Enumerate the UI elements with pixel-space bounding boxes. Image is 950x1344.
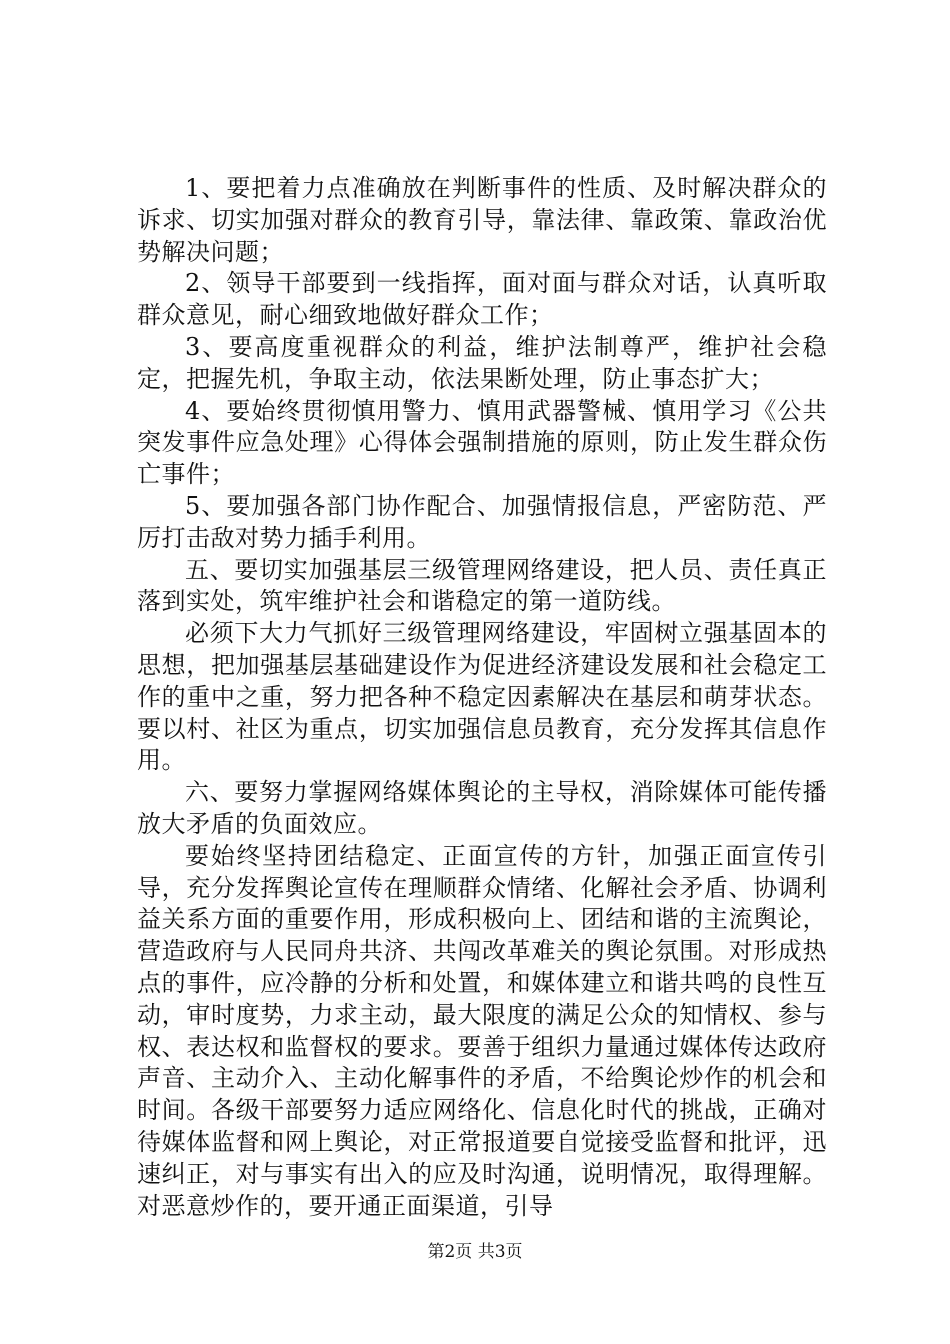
section-heading-five: 五、要切实加强基层三级管理网络建设，把人员、责任真正落到实处，筑牢维护社会和谐稳定的第一道防线。 xyxy=(137,555,827,616)
section-heading-six: 六、要努力掌握网络媒体舆论的主导权，消除媒体可能传播放大矛盾的负面效应。 xyxy=(137,778,827,838)
paragraph-item-5: 5、要加强各部门协作配合、加强情报信息，严密防范、严厉打击敌对势力插手利用。 xyxy=(137,491,827,552)
body-paragraph-six: 要始终坚持团结稳定、正面宣传的方针，加强正面宣传引导，充分发挥舆论宣传在理顺群众情绪、化解社会矛盾、协调利益关系方面的重要作用，形成积极向上、团结和谐的主流舆论，营造政府与人民同舟共济、共闯改革难关的舆论氛围。对形成热点的事件，应冷静的分析和处置，和媒体建立和谐共鸣的良性互动，审时度势，力求主动，最大限度的满足公众的知情权、参与权、表达权和监督权的要求。要善于组织力量通过媒体传达政府声音、主动介入、主动化解事件的矛盾，不给舆论炒作的机会和时间。各级干部要努力适应网络化、信息化时代的挑战，正确对待媒体监督和网上舆论，对正常报道要自觉接受监督和批评，迅速纠正，对与事实有出入的应及时沟通，说明情况，取得理解。对恶意炒作的，要开通正面渠道，引导 xyxy=(137,841,827,1220)
paragraph-item-1: 1、要把着力点准确放在判断事件的性质、及时解决群众的诉求、切实加强对群众的教育引导，靠法律、靠政策、靠政治优势解决问题； xyxy=(137,174,827,266)
document-body xyxy=(137,173,827,1222)
body-paragraph-five: 必须下大力气抓好三级管理网络建设，牢固树立强基固本的思想，把加强基层基础建设作为促进经济建设发展和社会稳定工作的重中之重，努力把各种不稳定因素解决在基层和萌芽状态。要以村、社区为重点，切实加强信息员教育，充分发挥其信息作用。 xyxy=(137,619,827,775)
paragraph-item-3: 3、要高度重视群众的利益，维护法制尊严，维护社会稳定，把握先机，争取主动，依法果断处理，防止事态扩大； xyxy=(137,332,827,393)
page-number-footer: 第2页 共3页 xyxy=(427,1242,523,1262)
paragraph-item-2: 2、领导干部要到一线指挥，面对面与群众对话，认真听取群众意见，耐心细致地做好群众工作； xyxy=(137,269,827,330)
paragraph-item-4: 4、要始终贯彻慎用警力、慎用武器警械、慎用学习《公共突发事件应急处理》心得体会强制措施的原则，防止发生群众伤亡事件； xyxy=(137,396,827,489)
